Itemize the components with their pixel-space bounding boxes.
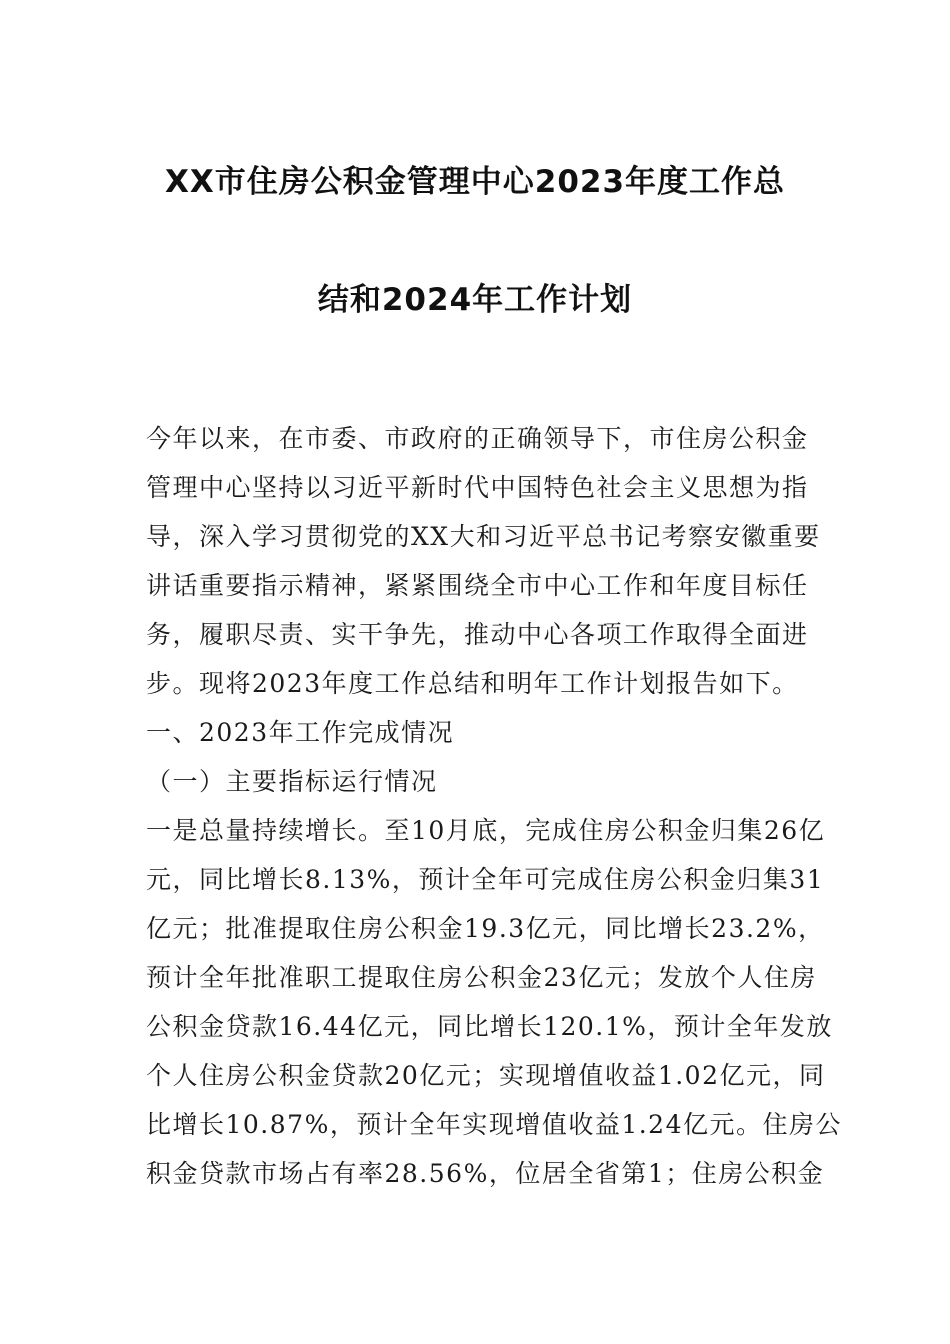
body-line: 步。现将2023年度工作总结和明年工作计划报告如下。 xyxy=(146,669,799,698)
body-line: 亿元；批准提取住房公积金19.3亿元，同比增长23.2%， xyxy=(146,914,825,943)
document-body xyxy=(146,414,842,1198)
body-line: 一是总量持续增长。至10月底，完成住房公积金归集26亿 xyxy=(146,816,826,845)
subsection-heading: （一）主要指标运行情况 xyxy=(146,767,438,796)
body-line: 导，深入学习贯彻党的XX大和习近平总书记考察安徽重要 xyxy=(146,522,821,551)
body-line: 积金贷款市场占有率28.56%，位居全省第1；住房公积金 xyxy=(146,1159,825,1188)
body-line: 个人住房公积金贷款20亿元；实现增值收益1.02亿元，同 xyxy=(146,1061,826,1090)
body-line: 管理中心坚持以习近平新时代中国特色社会主义思想为指 xyxy=(146,473,809,502)
body-line: 比增长10.87%，预计全年实现增值收益1.24亿元。住房公 xyxy=(146,1110,842,1139)
body-line: 元，同比增长8.13%，预计全年可完成住房公积金归集31 xyxy=(146,865,825,894)
document-title-line-1: XX市住房公积金管理中心2023年度工作总 xyxy=(164,164,786,200)
body-line: 务，履职尽责、实干争先，推动中心各项工作取得全面进 xyxy=(146,620,809,649)
section-heading: 一、2023年工作完成情况 xyxy=(146,718,455,747)
body-line: 今年以来，在市委、市政府的正确领导下，市住房公积金 xyxy=(146,424,809,453)
body-line: 预计全年批准职工提取住房公积金23亿元；发放个人住房 xyxy=(146,963,817,992)
document-title-line-2: 结和2024年工作计划 xyxy=(317,282,633,318)
body-line: 公积金贷款16.44亿元，同比增长120.1%，预计全年发放 xyxy=(146,1012,833,1041)
body-line: 讲话重要指示精神，紧紧围绕全市中心工作和年度目标任 xyxy=(146,571,809,600)
